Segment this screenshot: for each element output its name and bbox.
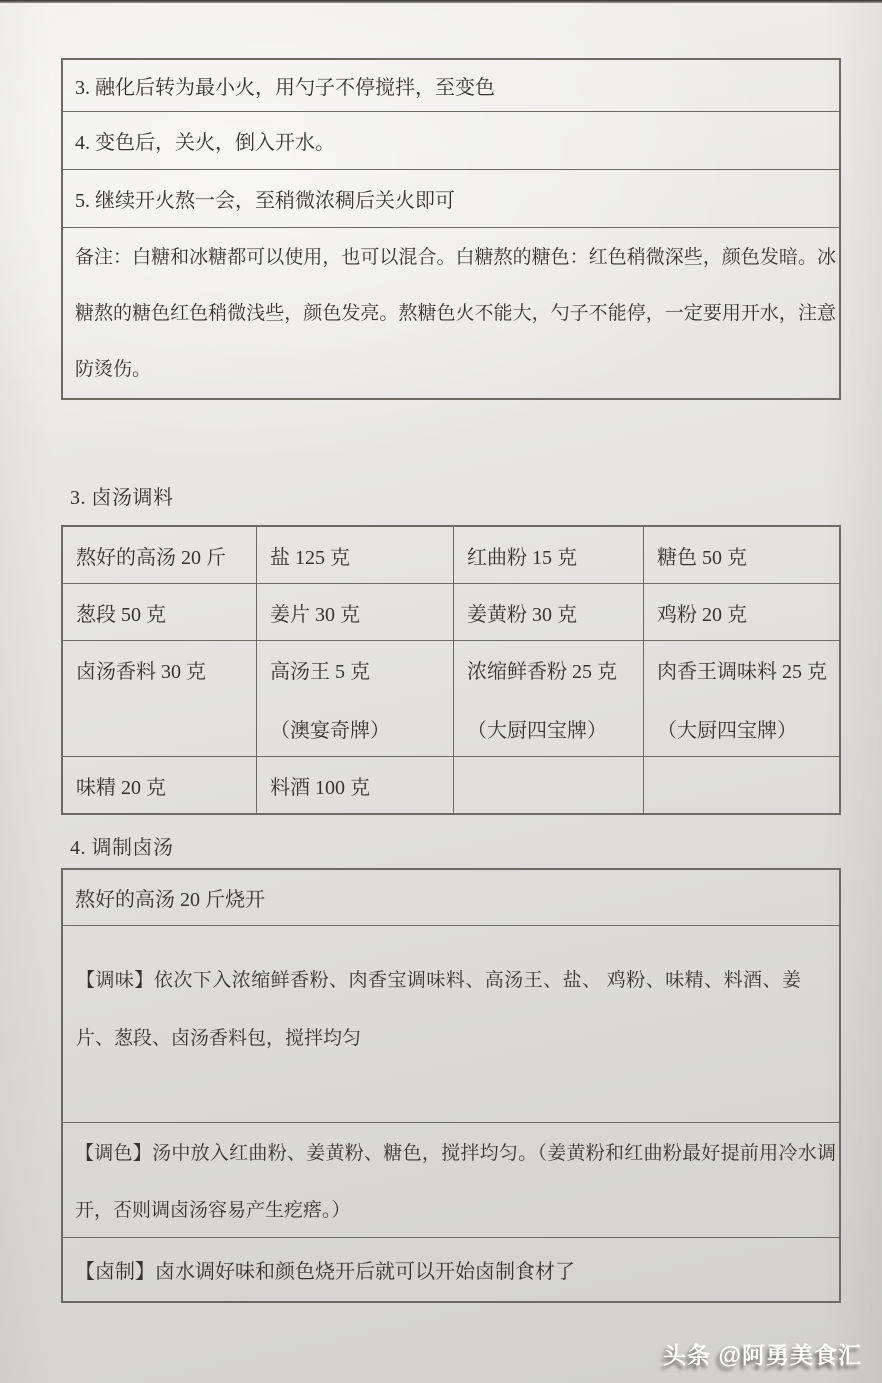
ingredient-cell <box>257 584 454 641</box>
ingredient-text: 鸡粉 20 克 <box>657 603 747 626</box>
ingredient-text: 红曲粉 15 克 <box>467 546 577 569</box>
prepare-row-coloring: 【调色】汤中放入红曲粉、姜黄粉、糖色，搅拌均匀。（姜黄粉和红曲粉最好提前用冷水调开，否则调卤汤容易产生疙瘩。） <box>63 1123 839 1238</box>
ingredient-text: 浓缩鲜香粉 25 克 <box>467 661 617 683</box>
ingredient-cell <box>644 584 839 641</box>
ingredient-text: 盐 125 克 <box>270 546 350 569</box>
prepare-section-heading: 4. 调制卤汤 <box>70 837 174 859</box>
broth-preparation-table <box>61 868 841 1303</box>
ingredient-cell <box>454 641 644 757</box>
ingredient-text: 姜片 30 克 <box>270 603 360 626</box>
ingredient-cell <box>454 584 644 641</box>
ingredient-text: 姜黄粉 30 克 <box>467 603 577 626</box>
ingredient-cell <box>257 757 454 813</box>
prepare-row-braising: 【卤制】卤水调好味和颜色烧开后就可以开始卤制食材了 <box>75 1261 575 1283</box>
note-row: 备注：白糖和冰糖都可以使用，也可以混合。白糖熬的糖色：红色稍微深些，颜色发暗。冰糖熬的糖色红色稍微浅些，颜色发亮。熬糖色火不能大，勺子不能停，一定要用开水，注意防烫伤。 <box>75 247 836 380</box>
ingredient-text: 味精 20 克 <box>76 776 166 799</box>
ingredient-brand: （大厨四宝牌） <box>657 720 797 742</box>
ingredient-cell <box>63 527 257 584</box>
prepare-row-seasoning: 【调味】依次下入浓缩鲜香粉、肉香宝调味料、高汤王、盐、 鸡粉、味精、料酒、姜片、葱段、卤汤香料包，搅拌均匀 <box>63 926 839 1123</box>
ingredient-cell <box>257 527 454 584</box>
ingredient-cell <box>257 641 454 757</box>
ingredient-cell <box>644 757 839 813</box>
seasoning-section-heading: 3. 卤汤调料 <box>70 487 174 509</box>
ingredient-brand: （澳宴奇牌） <box>270 720 390 742</box>
ingredient-cell <box>63 757 257 813</box>
ingredient-cell <box>644 641 839 757</box>
ingredient-text: 糖色 50 克 <box>657 546 747 569</box>
ingredient-text: 高汤王 5 克 <box>270 661 370 683</box>
ingredient-cell <box>454 527 644 584</box>
photo-top-edge <box>0 0 882 3</box>
seasoning-ingredients-table <box>61 525 841 815</box>
ingredient-text: 料酒 100 克 <box>270 776 370 799</box>
ingredient-cell <box>454 757 644 813</box>
step-row-4: 4. 变色后，关火，倒入开水。 <box>63 112 839 170</box>
ingredient-cell <box>63 584 257 641</box>
ingredient-text: 葱段 50 克 <box>76 603 166 626</box>
step-row-3: 3. 融化后转为最小火，用勺子不停搅拌，至变色 <box>63 60 839 112</box>
ingredient-text: 卤汤香料 30 克 <box>76 661 206 683</box>
sugar-color-steps-table <box>61 58 841 400</box>
ingredient-text: 熬好的高汤 20 斤 <box>76 546 226 569</box>
ingredient-brand: （大厨四宝牌） <box>467 720 607 742</box>
ingredient-text: 肉香王调味料 25 克 <box>657 661 827 683</box>
watermark-text: 头条 @阿勇美食汇 <box>663 1342 862 1368</box>
ingredient-cell <box>63 641 257 757</box>
step-row-5: 5. 继续开火熬一会，至稍微浓稠后关火即可 <box>63 170 839 228</box>
ingredient-cell <box>644 527 839 584</box>
prepare-row-boil: 熬好的高汤 20 斤烧开 <box>63 870 839 926</box>
